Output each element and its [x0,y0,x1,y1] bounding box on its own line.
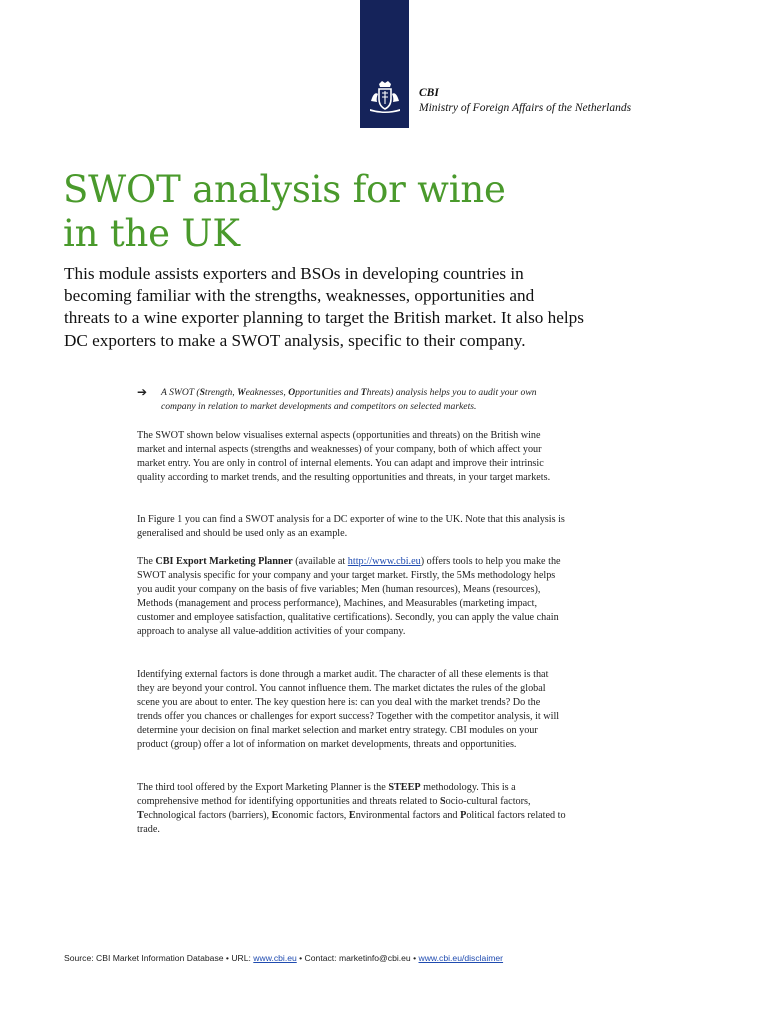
text-part: (available at [292,556,348,567]
coat-of-arms-icon [368,80,402,114]
callout-text-part: hreats) analysis helps you to audit your own company in relation to market developments and competitors on selected markets. [161,387,537,412]
body-paragraph-external-factors: Identifying external factors is done through a market audit. The character of all these elements is that they are beyond your control. You cannot influence them. The market dictates the rules of the global scene you are about to enter. The key question here is: can you deal with the market trends? Do the trends offer you chances or challenges for export success? Together with the competitor analysis, it will determine your decision on final market selection and market entry strategy. CBI modules on your product (group) offer a lot of information on market developments, threats and opportunities. [137,669,560,750]
callout-initial-o: O [288,387,296,398]
steep-initial-e2: E [348,810,356,821]
text-part: The [137,556,156,567]
page-title [63,168,623,256]
text-part: ) offers tools to help you make the SWOT analysis specific for your company and your target market. Firstly, the 5Ms methodology helps you audit your company on the basis of five variables; Men (human resources), Means (resources), Methods (management and process performance), Machines, and Measurables (marketing impact, customer and employee satisfaction, qualitative certifications). Secondly, you can apply the value chain approach to analyse all value-addition activities of your company. [137,556,561,637]
steep-initial-e1: E [271,810,279,821]
callout-text [137,386,557,414]
callout-text-part: eaknesses, [245,387,289,398]
steep-initial-s: S [440,796,446,807]
steep-initial-t: T [137,810,144,821]
callout-initial-w: W [237,387,246,398]
body-paragraph-figure: In Figure 1 you can find a SWOT analysis for a DC exporter of wine to the UK. Note that this analysis is generalised and should be used only as an example. [137,514,565,539]
callout-text-part: trength, [204,387,238,398]
text-part: nvironmental factors and [355,810,461,821]
text-part: olitical factors related to trade. [137,810,566,835]
callout-text-part: pportunities and [295,387,361,398]
steep-label: STEEP [388,782,421,793]
text-part: methodology. This is a comprehensive method for identifying opportunities and threats related to [137,782,516,807]
org-name: CBI [419,87,439,99]
arrow-right-icon: ➔ [137,385,148,399]
text-part: The third tool offered by the Export Marketing Planner is the [137,782,389,793]
text-part: ocio-cultural factors, [445,796,531,807]
footer-cbi-link[interactable]: www.cbi.eu [253,953,297,963]
callout-text-part: A SWOT ( [161,387,200,398]
body-paragraph-swot: The SWOT shown below visualises external aspects (opportunities and threats) on the British wine market and internal aspects (strengths and weaknesses) of your company, both of which affect your market entry. You are only in control of internal elements. You can adapt and improve their intrinsic quality according to market trends, and the resulting opportunities and threats, in your target markets. [137,430,551,483]
callout-initial-t: T [360,387,367,398]
footer-disclaimer-link[interactable]: www.cbi.eu/disclaimer [418,953,504,963]
export-marketing-planner-label: CBI Export Marketing Planner [155,556,293,567]
body-paragraph-planner [137,555,567,639]
title-line-2: in the UK [63,212,240,255]
intro-paragraph: This module assists exporters and BSOs in developing countries in becoming familiar with the strengths, weaknesses, opportunities and threats to a wine exporter planning to target the British market. It also helps DC exporters to make a SWOT analysis, specific to their company. [64,264,584,350]
page-footer [64,952,704,964]
footer-text: Source: CBI Market Information Database • URL: [64,953,254,963]
callout [137,386,557,414]
text-part: conomic factors, [278,810,349,821]
footer-text: • Contact: marketinfo@cbi.eu • [296,953,419,963]
logo-bar [360,0,409,128]
body-paragraph-steep [137,781,567,837]
ministry-name: Ministry of Foreign Affairs of the Netherlands [419,102,632,114]
title-line-1: SWOT analysis for wine [63,168,506,211]
cbi-website-link[interactable]: http://www.cbi.eu [347,556,421,567]
callout-initial-s: S [199,387,205,398]
steep-initial-p: P [460,810,467,821]
text-part: echnological factors (barriers), [143,810,272,821]
organisation-name-block [419,86,631,116]
